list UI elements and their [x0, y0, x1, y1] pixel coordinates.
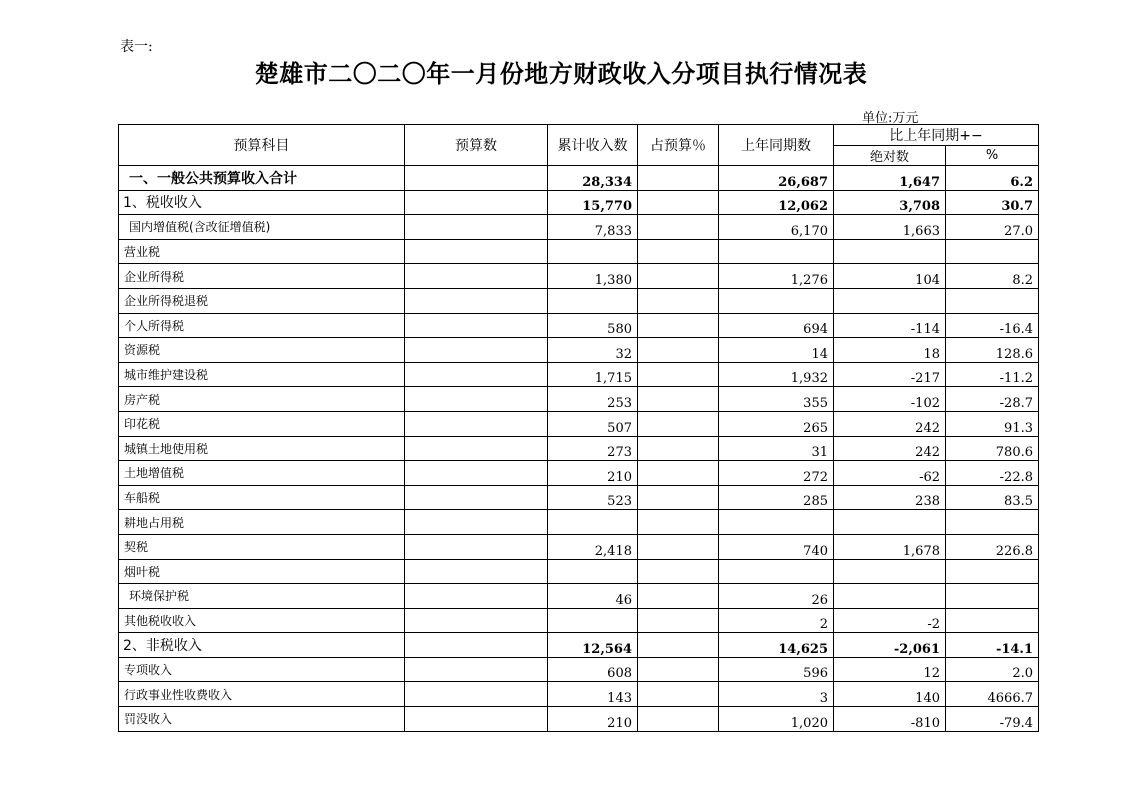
row-absolute: -2,061 — [834, 633, 946, 658]
row-percent — [946, 288, 1039, 313]
row-absolute: 238 — [834, 485, 946, 510]
row-subject: 车船税 — [119, 485, 405, 510]
header-percent-of-budget: 占预算％ — [638, 125, 719, 166]
table-row — [119, 707, 1039, 732]
table-row — [119, 559, 1039, 584]
row-budget — [405, 411, 548, 436]
row-last-year: 1,276 — [719, 264, 834, 289]
row-cumulative: 580 — [548, 313, 638, 338]
table-row — [119, 584, 1039, 609]
header-last-year: 上年同期数 — [719, 125, 834, 166]
row-percent-of-budget — [638, 166, 719, 191]
row-subject: 契税 — [119, 534, 405, 559]
row-budget — [405, 657, 548, 682]
row-percent — [946, 239, 1039, 264]
row-absolute: -810 — [834, 707, 946, 732]
row-percent: -28.7 — [946, 387, 1039, 412]
row-subject: 烟叶税 — [119, 559, 405, 584]
table-row — [119, 411, 1039, 436]
row-percent-of-budget — [638, 707, 719, 732]
row-percent — [946, 510, 1039, 535]
row-last-year — [719, 239, 834, 264]
row-absolute — [834, 239, 946, 264]
row-cumulative: 1,715 — [548, 362, 638, 387]
row-last-year — [719, 288, 834, 313]
row-percent: -16.4 — [946, 313, 1039, 338]
row-last-year: 2 — [719, 608, 834, 633]
row-absolute: 242 — [834, 411, 946, 436]
row-cumulative: 143 — [548, 682, 638, 707]
row-last-year: 26,687 — [719, 166, 834, 191]
page-title: 楚雄市二〇二〇年一月份地方财政收入分项目执行情况表 — [254, 60, 868, 88]
row-subject: 城镇土地使用税 — [119, 436, 405, 461]
header-percent: % — [946, 146, 1039, 166]
row-budget — [405, 215, 548, 240]
row-percent-of-budget — [638, 411, 719, 436]
row-percent-of-budget — [638, 584, 719, 609]
row-budget — [405, 707, 548, 732]
row-budget — [405, 461, 548, 486]
table-row — [119, 682, 1039, 707]
row-percent-of-budget — [638, 559, 719, 584]
row-absolute — [834, 510, 946, 535]
row-cumulative — [548, 608, 638, 633]
row-percent: -14.1 — [946, 633, 1039, 658]
table-row — [119, 485, 1039, 510]
row-cumulative: 12,564 — [548, 633, 638, 658]
row-cumulative: 253 — [548, 387, 638, 412]
row-subject: 企业所得税 — [119, 264, 405, 289]
table-row — [119, 215, 1039, 240]
row-percent: 128.6 — [946, 338, 1039, 363]
row-subject: 一、一般公共预算收入合计 — [119, 166, 405, 191]
row-percent: 226.8 — [946, 534, 1039, 559]
row-percent-of-budget — [638, 288, 719, 313]
row-cumulative: 210 — [548, 461, 638, 486]
row-absolute: 1,663 — [834, 215, 946, 240]
row-percent: -79.4 — [946, 707, 1039, 732]
row-budget — [405, 362, 548, 387]
row-percent: 6.2 — [946, 166, 1039, 191]
row-percent-of-budget — [638, 510, 719, 535]
row-subject: 2、非税收入 — [119, 633, 405, 658]
row-percent-of-budget — [638, 264, 719, 289]
row-absolute — [834, 288, 946, 313]
row-percent: -22.8 — [946, 461, 1039, 486]
row-percent-of-budget — [638, 657, 719, 682]
row-percent-of-budget — [638, 239, 719, 264]
table-body — [119, 166, 1039, 732]
row-percent-of-budget — [638, 633, 719, 658]
row-subject: 1、税收收入 — [119, 190, 405, 215]
row-percent: 83.5 — [946, 485, 1039, 510]
row-subject: 企业所得税退税 — [119, 288, 405, 313]
row-last-year: 285 — [719, 485, 834, 510]
table-row — [119, 166, 1039, 191]
table-row — [119, 657, 1039, 682]
row-percent-of-budget — [638, 534, 719, 559]
row-last-year: 3 — [719, 682, 834, 707]
row-last-year — [719, 510, 834, 535]
table-label: 表一: — [120, 39, 153, 55]
row-percent — [946, 608, 1039, 633]
row-budget — [405, 239, 548, 264]
row-budget — [405, 682, 548, 707]
table-row — [119, 313, 1039, 338]
row-percent — [946, 584, 1039, 609]
row-budget — [405, 288, 548, 313]
row-absolute: -114 — [834, 313, 946, 338]
header-cumulative: 累计收入数 — [548, 125, 638, 166]
row-last-year: 596 — [719, 657, 834, 682]
row-cumulative: 46 — [548, 584, 638, 609]
row-percent: -11.2 — [946, 362, 1039, 387]
row-subject: 其他税收收入 — [119, 608, 405, 633]
unit-note: 单位:万元 — [862, 111, 919, 126]
row-budget — [405, 510, 548, 535]
row-budget — [405, 534, 548, 559]
row-last-year: 740 — [719, 534, 834, 559]
row-subject: 营业税 — [119, 239, 405, 264]
row-budget — [405, 559, 548, 584]
row-cumulative: 273 — [548, 436, 638, 461]
row-cumulative: 2,418 — [548, 534, 638, 559]
row-absolute: -102 — [834, 387, 946, 412]
row-cumulative: 32 — [548, 338, 638, 363]
row-budget — [405, 387, 548, 412]
row-absolute: 242 — [834, 436, 946, 461]
row-cumulative: 210 — [548, 707, 638, 732]
row-budget — [405, 166, 548, 191]
row-percent — [946, 559, 1039, 584]
row-absolute: 140 — [834, 682, 946, 707]
row-percent: 4666.7 — [946, 682, 1039, 707]
row-last-year: 272 — [719, 461, 834, 486]
row-cumulative: 507 — [548, 411, 638, 436]
row-cumulative — [548, 239, 638, 264]
row-absolute — [834, 559, 946, 584]
row-absolute: 3,708 — [834, 190, 946, 215]
row-last-year: 265 — [719, 411, 834, 436]
revenue-table — [118, 124, 1039, 732]
row-subject: 印花税 — [119, 411, 405, 436]
row-last-year: 26 — [719, 584, 834, 609]
header-compare-group: 比上年同期+− — [834, 125, 1039, 146]
row-absolute: 1,647 — [834, 166, 946, 191]
row-subject: 房产税 — [119, 387, 405, 412]
row-subject: 国内增值税(含改征增值税) — [119, 215, 405, 240]
row-percent-of-budget — [638, 387, 719, 412]
row-percent-of-budget — [638, 362, 719, 387]
row-percent-of-budget — [638, 461, 719, 486]
row-percent-of-budget — [638, 485, 719, 510]
table-row — [119, 436, 1039, 461]
row-budget — [405, 633, 548, 658]
row-last-year: 694 — [719, 313, 834, 338]
table-row — [119, 190, 1039, 215]
header-budget: 预算数 — [405, 125, 548, 166]
row-budget — [405, 313, 548, 338]
row-percent: 780.6 — [946, 436, 1039, 461]
row-budget — [405, 584, 548, 609]
table-row — [119, 264, 1039, 289]
row-cumulative — [548, 559, 638, 584]
row-budget — [405, 436, 548, 461]
row-percent: 2.0 — [946, 657, 1039, 682]
row-absolute: 104 — [834, 264, 946, 289]
row-subject: 城市维护建设税 — [119, 362, 405, 387]
header-absolute: 绝对数 — [834, 146, 946, 166]
table-row — [119, 387, 1039, 412]
row-percent-of-budget — [638, 313, 719, 338]
row-last-year: 355 — [719, 387, 834, 412]
row-percent-of-budget — [638, 190, 719, 215]
row-cumulative: 523 — [548, 485, 638, 510]
row-last-year: 1,020 — [719, 707, 834, 732]
row-percent: 8.2 — [946, 264, 1039, 289]
row-subject: 个人所得税 — [119, 313, 405, 338]
row-absolute: -62 — [834, 461, 946, 486]
row-budget — [405, 264, 548, 289]
row-last-year: 14 — [719, 338, 834, 363]
row-subject: 资源税 — [119, 338, 405, 363]
header-subject: 预算科目 — [119, 125, 405, 166]
row-last-year: 14,625 — [719, 633, 834, 658]
row-percent-of-budget — [638, 608, 719, 633]
row-budget — [405, 338, 548, 363]
row-absolute: 1,678 — [834, 534, 946, 559]
table-row — [119, 461, 1039, 486]
table-row — [119, 510, 1039, 535]
row-cumulative: 28,334 — [548, 166, 638, 191]
row-last-year: 1,932 — [719, 362, 834, 387]
row-budget — [405, 608, 548, 633]
row-percent: 27.0 — [946, 215, 1039, 240]
row-subject: 环境保护税 — [119, 584, 405, 609]
row-cumulative — [548, 288, 638, 313]
row-absolute: -217 — [834, 362, 946, 387]
row-subject: 罚没收入 — [119, 707, 405, 732]
row-percent-of-budget — [638, 215, 719, 240]
table-row — [119, 288, 1039, 313]
table-row — [119, 239, 1039, 264]
table-row — [119, 534, 1039, 559]
row-percent-of-budget — [638, 338, 719, 363]
row-cumulative: 15,770 — [548, 190, 638, 215]
row-percent: 30.7 — [946, 190, 1039, 215]
row-subject: 专项收入 — [119, 657, 405, 682]
row-absolute — [834, 584, 946, 609]
table-row — [119, 338, 1039, 363]
row-cumulative: 1,380 — [548, 264, 638, 289]
row-last-year — [719, 559, 834, 584]
row-last-year: 31 — [719, 436, 834, 461]
row-budget — [405, 190, 548, 215]
table-row — [119, 608, 1039, 633]
row-absolute: -2 — [834, 608, 946, 633]
row-absolute: 12 — [834, 657, 946, 682]
row-absolute: 18 — [834, 338, 946, 363]
row-percent-of-budget — [638, 682, 719, 707]
row-subject: 土地增值税 — [119, 461, 405, 486]
row-subject: 行政事业性收费收入 — [119, 682, 405, 707]
row-last-year: 12,062 — [719, 190, 834, 215]
row-percent: 91.3 — [946, 411, 1039, 436]
row-cumulative — [548, 510, 638, 535]
row-last-year: 6,170 — [719, 215, 834, 240]
row-budget — [405, 485, 548, 510]
table-row — [119, 633, 1039, 658]
table-row — [119, 362, 1039, 387]
row-percent-of-budget — [638, 436, 719, 461]
row-cumulative: 608 — [548, 657, 638, 682]
row-cumulative: 7,833 — [548, 215, 638, 240]
row-subject: 耕地占用税 — [119, 510, 405, 535]
